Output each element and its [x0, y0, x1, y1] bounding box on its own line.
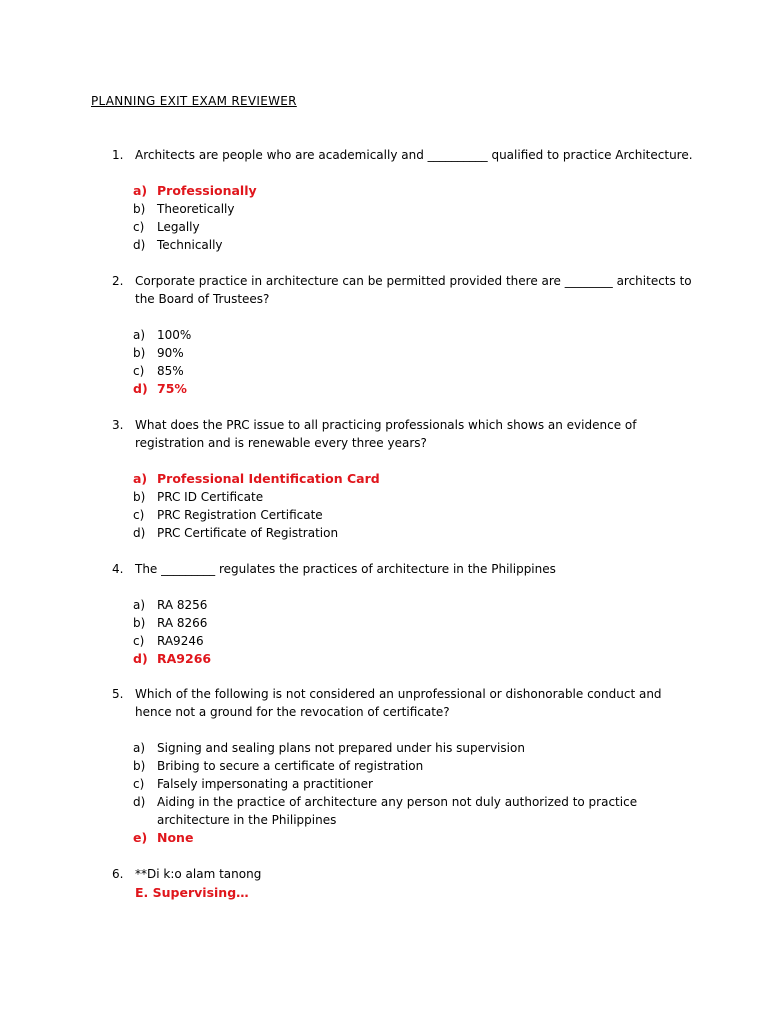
option-letter: d): [133, 381, 148, 396]
option-letter: b): [133, 759, 146, 773]
option-letter: b): [133, 616, 146, 630]
option-letter: d): [133, 651, 148, 666]
question-number: 1.: [112, 148, 124, 162]
option-text: None: [157, 830, 194, 845]
option-text: 75%: [157, 381, 187, 396]
option-letter: c): [133, 508, 145, 522]
question-text: Corporate practice in architecture can be permitted provided there are ________ architects to the Board of Trustees?: [135, 274, 692, 306]
option-letter: d): [133, 526, 146, 540]
answer-option-correct: [133, 650, 211, 668]
option-letter: d): [133, 795, 146, 809]
answer-option-correct: [133, 470, 380, 488]
option-text: 100%: [157, 328, 192, 342]
option-letter: a): [133, 598, 146, 612]
answer-option: [133, 632, 204, 650]
option-text: Legally: [157, 220, 200, 234]
answer-option: [133, 344, 184, 362]
option-letter: c): [133, 364, 145, 378]
option-text: PRC ID Certificate: [157, 490, 264, 504]
answer-option-correct: [133, 829, 193, 847]
option-text: PRC Certificate of Registration: [157, 526, 339, 540]
document-title: PLANNING EXIT EXAM REVIEWER: [91, 94, 297, 108]
option-text: 90%: [157, 346, 184, 360]
answer-note-correct: E. Supervising…: [135, 885, 249, 900]
answer-option: [133, 596, 207, 614]
option-letter: a): [133, 328, 146, 342]
answer-option: [133, 614, 207, 632]
question-number: 3.: [112, 418, 124, 432]
option-text: Theoretically: [157, 202, 235, 216]
option-text: Falsely impersonating a practitioner: [157, 777, 373, 791]
question-number: 4.: [112, 562, 124, 576]
option-letter: b): [133, 202, 146, 216]
answer-option: [133, 488, 263, 506]
question-text: Which of the following is not considered an unprofessional or dishonorable conduct and hence not a ground for the revocation of certificate?: [135, 687, 662, 719]
answer-option: [133, 362, 184, 380]
option-text: Technically: [157, 238, 223, 252]
answer-option: [133, 506, 323, 524]
answer-option: [133, 236, 223, 254]
option-letter: a): [133, 471, 148, 486]
answer-option: [133, 739, 525, 757]
question-number: 6.: [112, 867, 124, 881]
question-text: The _________ regulates the practices of architecture in the Philippines: [135, 562, 556, 576]
answer-option: [133, 326, 191, 344]
option-text: Professional Identification Card: [157, 471, 380, 486]
option-text: RA 8256: [157, 598, 208, 612]
answer-option: [133, 757, 423, 775]
option-letter: d): [133, 238, 146, 252]
option-letter: c): [133, 777, 145, 791]
option-text: Bribing to secure a certificate of registration: [157, 759, 424, 773]
option-letter: a): [133, 741, 146, 755]
option-letter: a): [133, 183, 148, 198]
option-letter: c): [133, 634, 145, 648]
option-letter: e): [133, 830, 148, 845]
option-text: PRC Registration Certificate: [157, 508, 323, 522]
answer-option: [133, 775, 373, 793]
answer-option: [133, 793, 693, 829]
option-letter: b): [133, 346, 146, 360]
question-text: What does the PRC issue to all practicing professionals which shows an evidence of registration and is renewable every three years?: [135, 418, 637, 450]
question-text: Architects are people who are academically and __________ qualified to practice Architecture.: [135, 148, 693, 162]
answer-option-correct: [133, 182, 257, 200]
option-letter: c): [133, 220, 145, 234]
option-text: RA9246: [157, 634, 204, 648]
answer-option: [133, 524, 338, 542]
answer-option: [133, 218, 200, 236]
option-text: Signing and sealing plans not prepared under his supervision: [157, 741, 525, 755]
answer-option-correct: [133, 380, 187, 398]
option-letter: b): [133, 490, 146, 504]
option-text: RA 8266: [157, 616, 208, 630]
question-number: 2.: [112, 274, 124, 288]
option-text: RA9266: [157, 651, 212, 666]
question-number: 5.: [112, 687, 124, 701]
question-text: **Di k:o alam tanong: [135, 867, 262, 881]
option-text: Aiding in the practice of architecture any person not duly authorized to practice architecture in the Philippines: [157, 795, 638, 827]
option-text: 85%: [157, 364, 184, 378]
option-text: Professionally: [157, 183, 257, 198]
answer-option: [133, 200, 234, 218]
